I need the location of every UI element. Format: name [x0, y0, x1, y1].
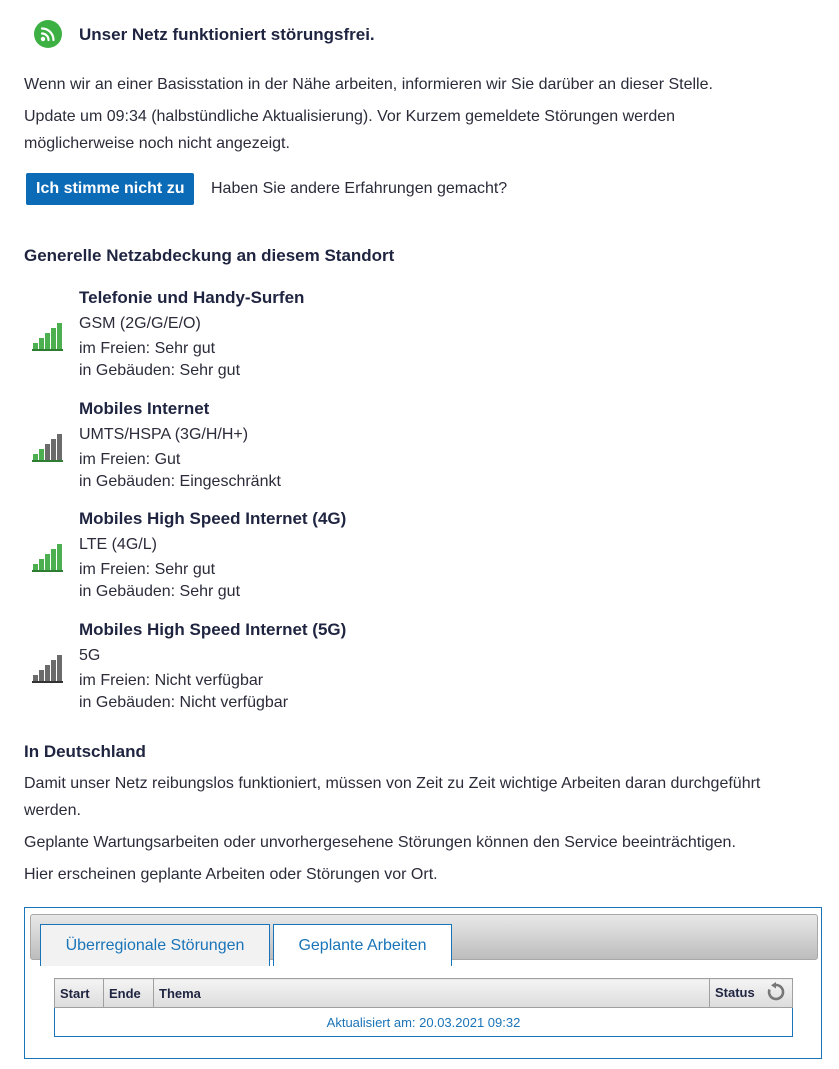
signal-baseline [32, 349, 63, 351]
germany-para-1: Damit unser Netz reibungslos funktioniert, müssen von Zeit zu Zeit wichtige Arbeiten daran durchgeführt werden. [24, 775, 761, 819]
signal-bar [57, 323, 62, 349]
coverage-outdoor: im Freien: Sehr gut [79, 561, 216, 578]
column-header-status [710, 979, 793, 1008]
status-header-label[interactable]: Status [715, 984, 755, 1000]
coverage-technology: UMTS/HSPA (3G/H/H+) [79, 426, 249, 443]
refresh-icon[interactable] [766, 982, 786, 1005]
coverage-title: Telefonie und Handy-Surfen [79, 288, 305, 307]
signal-bar [51, 549, 56, 570]
disagree-button[interactable]: Ich stimme nicht zu [26, 173, 194, 205]
coverage-technology: LTE (4G/L) [79, 536, 157, 553]
signal-bar [33, 454, 38, 460]
signal-strength-icon [32, 432, 64, 462]
coverage-outdoor: im Freien: Gut [79, 451, 181, 468]
signal-bar [57, 434, 62, 460]
coverage-title: Mobiles High Speed Internet (4G) [79, 509, 347, 528]
feedback-caption: Haben Sie andere Erfahrungen gemacht? [211, 180, 508, 197]
signal-strength-icon [32, 321, 64, 351]
signal-bar [51, 660, 56, 681]
update-text: Update um 09:34 (halbstündliche Aktualisierung). Vor Kurzem gemeldete Störungen werden möglicherweise noch nicht angezeigt. [24, 108, 676, 152]
signal-bar [39, 338, 44, 349]
signal-baseline [32, 460, 63, 462]
signal-strength-icon [32, 542, 64, 572]
signal-bar [33, 564, 38, 570]
outages-table [54, 978, 793, 1037]
signal-strength-icon [32, 653, 64, 683]
tab-supraregional-outages[interactable]: Überregionale Störungen [40, 924, 270, 966]
outages-panel [24, 907, 822, 1059]
network-status [34, 20, 62, 48]
signal-bar [39, 559, 44, 570]
table-row [55, 1008, 793, 1037]
tab-bar [30, 914, 818, 960]
coverage-title: Mobiles Internet [79, 399, 210, 418]
signal-bar [39, 449, 44, 460]
signal-bar [57, 655, 62, 681]
info-text: Wenn wir an einer Basisstation in der Nähe arbeiten, informieren wir Sie darüber an dieser Stelle. [24, 76, 713, 93]
signal-bar [39, 670, 44, 681]
signal-ok-icon [34, 20, 62, 48]
signal-bar [51, 328, 56, 349]
coverage-indoor: in Gebäuden: Sehr gut [79, 362, 241, 379]
coverage-heading: Generelle Netzabdeckung an diesem Standort [24, 246, 395, 265]
signal-baseline [32, 681, 63, 683]
coverage-indoor: in Gebäuden: Sehr gut [79, 583, 241, 600]
coverage-outdoor: im Freien: Sehr gut [79, 340, 216, 357]
coverage-technology: GSM (2G/G/E/O) [79, 315, 201, 332]
coverage-indoor: in Gebäuden: Eingeschränkt [79, 473, 281, 490]
coverage-technology: 5G [79, 647, 101, 664]
signal-bar [57, 544, 62, 570]
signal-baseline [32, 570, 63, 572]
signal-bar [45, 554, 50, 570]
signal-bar [51, 439, 56, 460]
signal-bar [45, 333, 50, 349]
germany-para-3: Hier erscheinen geplante Arbeiten oder Störungen vor Ort. [24, 866, 438, 883]
germany-heading: In Deutschland [24, 742, 146, 761]
signal-bar [33, 675, 38, 681]
signal-bar [45, 444, 50, 460]
network-status-text: Unser Netz funktioniert störungsfrei. [79, 25, 375, 44]
signal-bar [45, 665, 50, 681]
coverage-indoor: in Gebäuden: Nicht verfügbar [79, 694, 289, 711]
signal-bar [33, 343, 38, 349]
tab-planned-works[interactable]: Geplante Arbeiten [273, 924, 452, 966]
last-updated-text: Aktualisiert am: 20.03.2021 09:32 [55, 1008, 793, 1037]
column-header-topic[interactable]: Thema [154, 979, 710, 1008]
column-header-start[interactable]: Start [55, 979, 104, 1008]
column-header-end[interactable]: Ende [104, 979, 154, 1008]
germany-para-2: Geplante Wartungsarbeiten oder unvorhergesehene Störungen können den Service beeinträchtigen. [24, 834, 736, 851]
coverage-outdoor: im Freien: Nicht verfügbar [79, 672, 264, 689]
coverage-title: Mobiles High Speed Internet (5G) [79, 620, 347, 639]
